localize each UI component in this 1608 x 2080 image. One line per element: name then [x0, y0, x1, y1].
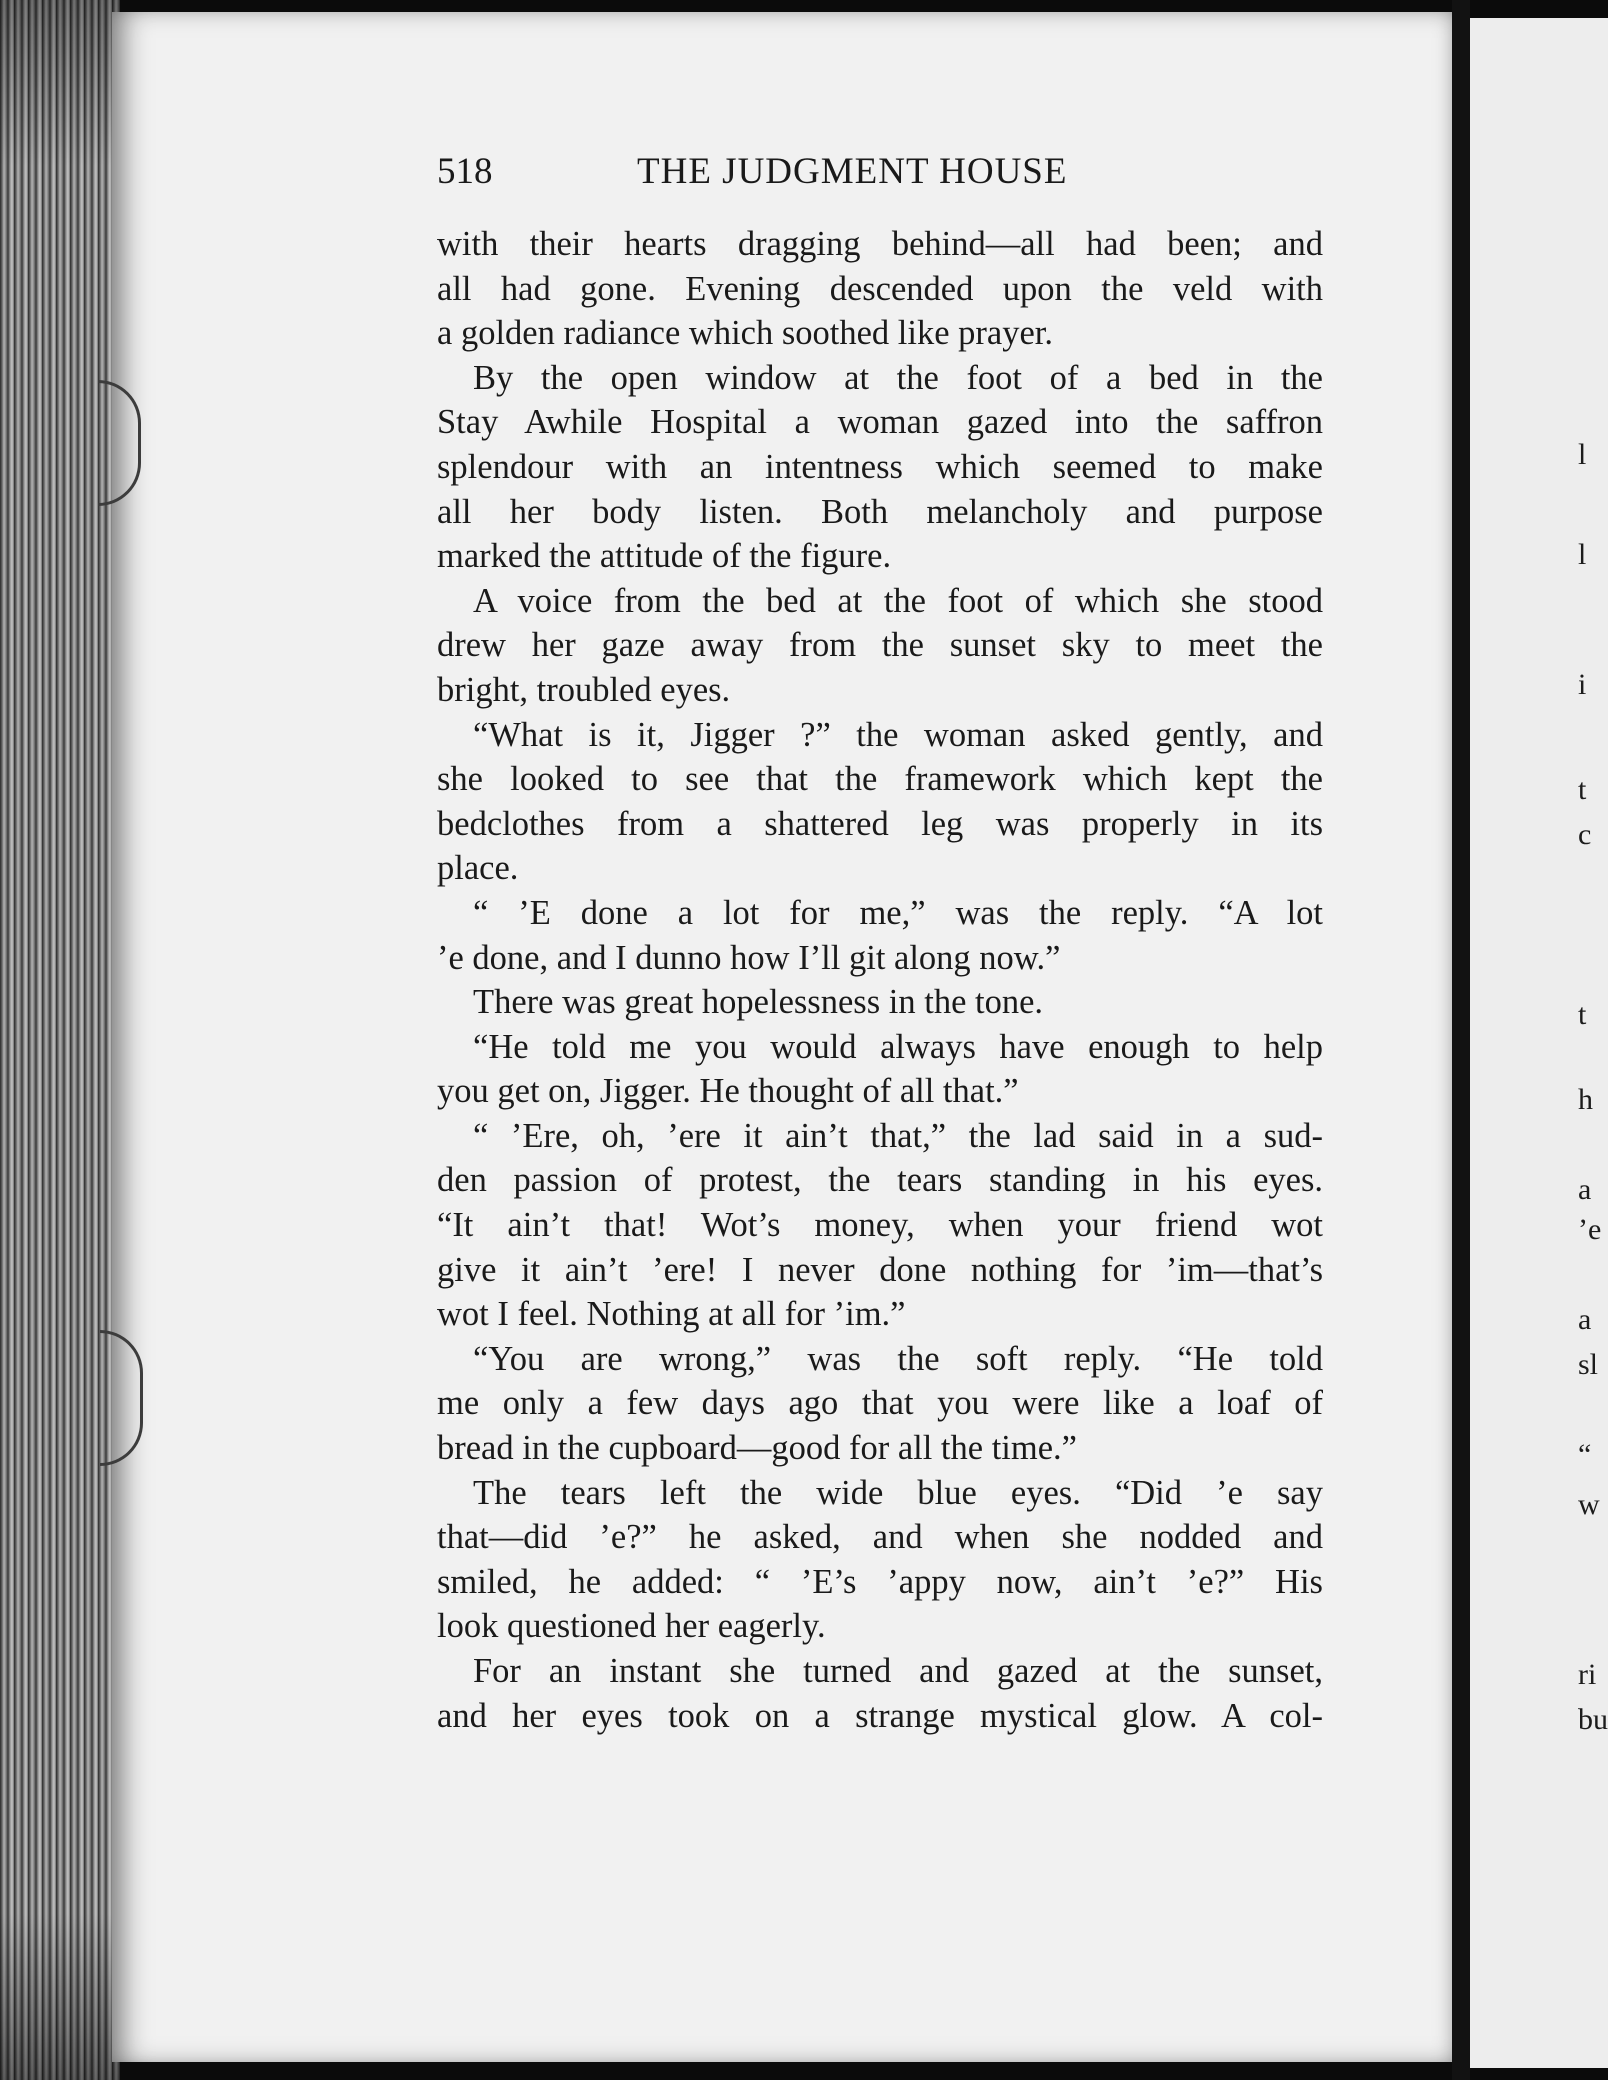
facing-page-fragment: l — [1578, 438, 1587, 471]
text-line: By the open window at the foot of a bed in the — [473, 358, 1323, 397]
text-line: marked the attitude of the figure. — [437, 537, 892, 576]
facing-page-fragment: bu — [1578, 1703, 1608, 1736]
facing-page-fragment: i — [1578, 668, 1587, 701]
text-line: she looked to see that the framework which kept the — [437, 760, 1323, 799]
text-line: that—did ’e?” he asked, and when she nodded and — [437, 1518, 1323, 1557]
text-line: bright, troubled eyes. — [437, 670, 731, 709]
running-head-title: THE JUDGMENT HOUSE — [637, 151, 1068, 192]
text-line: “ ’E done a lot for me,” was the reply. “A lot — [473, 893, 1323, 932]
text-line: drew her gaze away from the sunset sky to meet the — [437, 626, 1323, 665]
facing-page-fragment: a — [1578, 1173, 1592, 1206]
facing-page-edge — [1470, 18, 1608, 2068]
text-line: splendour with an intentness which seemed to make — [437, 447, 1323, 486]
page-number: 518 — [437, 151, 493, 192]
margin-mark-lower — [100, 1330, 143, 1466]
text-line: bedclothes from a shattered leg was properly in its — [437, 804, 1323, 843]
facing-page-fragment: t — [1578, 773, 1587, 806]
text-line: give it ain’t ’ere! I never done nothing for ’im—that’s — [437, 1250, 1323, 1289]
text-line: For an instant she turned and gazed at the sunset, — [473, 1652, 1323, 1690]
facing-page-fragment: ’e — [1578, 1213, 1602, 1246]
facing-page-fragment: c — [1578, 818, 1592, 851]
text-line: A voice from the bed at the foot of which she stood — [473, 581, 1323, 620]
facing-page-fragment: sl — [1578, 1348, 1599, 1381]
text-line: smiled, he added: “ ’E’s ’appy now, ain’t ’e?” His — [437, 1562, 1323, 1601]
facing-page-fragment: a — [1578, 1303, 1592, 1336]
text-line: wot I feel. Nothing at all for ’im.” — [437, 1295, 906, 1334]
text-line: all her body listen. Both melancholy and purpose — [437, 492, 1323, 531]
facing-page-fragment: h — [1578, 1083, 1593, 1116]
text-line: “ ’Ere, oh, ’ere it ain’t that,” the lad said in a sud- — [473, 1116, 1323, 1155]
text-line: bread in the cupboard—good for all the time.” — [437, 1429, 1077, 1468]
text-line: a golden radiance which soothed like prayer. — [437, 314, 1053, 353]
text-line: and her eyes took on a strange mystical glow. A col- — [437, 1696, 1323, 1735]
text-line: There was great hopelessness in the tone. — [473, 983, 1044, 1022]
text-line: with their hearts dragging behind—all had been; and — [437, 225, 1323, 263]
text-line: all had gone. Evening descended upon the veld with — [437, 269, 1323, 308]
text-line: you get on, Jigger. He thought of all that.” — [437, 1072, 1019, 1111]
text-line: The tears left the wide blue eyes. “Did ’e say — [473, 1473, 1323, 1512]
body-text — [437, 222, 1323, 1738]
book-page-edges — [0, 0, 120, 2080]
text-line: me only a few days ago that you were like a loaf of — [437, 1384, 1323, 1423]
text-line: look questioned her eagerly. — [437, 1607, 826, 1646]
facing-page-fragment: w — [1578, 1488, 1600, 1521]
text-line: “It ain’t that! Wot’s money, when your friend wot — [437, 1206, 1323, 1245]
text-line: den passion of protest, the tears standing in his eyes. — [437, 1161, 1323, 1200]
text-line: “He told me you would always have enough to help — [473, 1027, 1323, 1066]
facing-page-fragment: “ — [1578, 1438, 1592, 1471]
text-line: place. — [437, 849, 519, 888]
running-header — [437, 150, 1323, 200]
facing-page-fragment: t — [1578, 998, 1587, 1031]
text-line: ’e done, and I dunno how I’ll git along now.” — [437, 938, 1061, 977]
text-line: “You are wrong,” was the soft reply. “He told — [473, 1339, 1323, 1378]
text-line: “What is it, Jigger ?” the woman asked gently, and — [473, 715, 1323, 754]
text-line: Stay Awhile Hospital a woman gazed into the saffron — [437, 403, 1323, 442]
facing-page-fragment: l — [1578, 538, 1587, 571]
facing-page-fragment: ri — [1578, 1658, 1597, 1691]
book-gutter — [1452, 0, 1470, 2080]
